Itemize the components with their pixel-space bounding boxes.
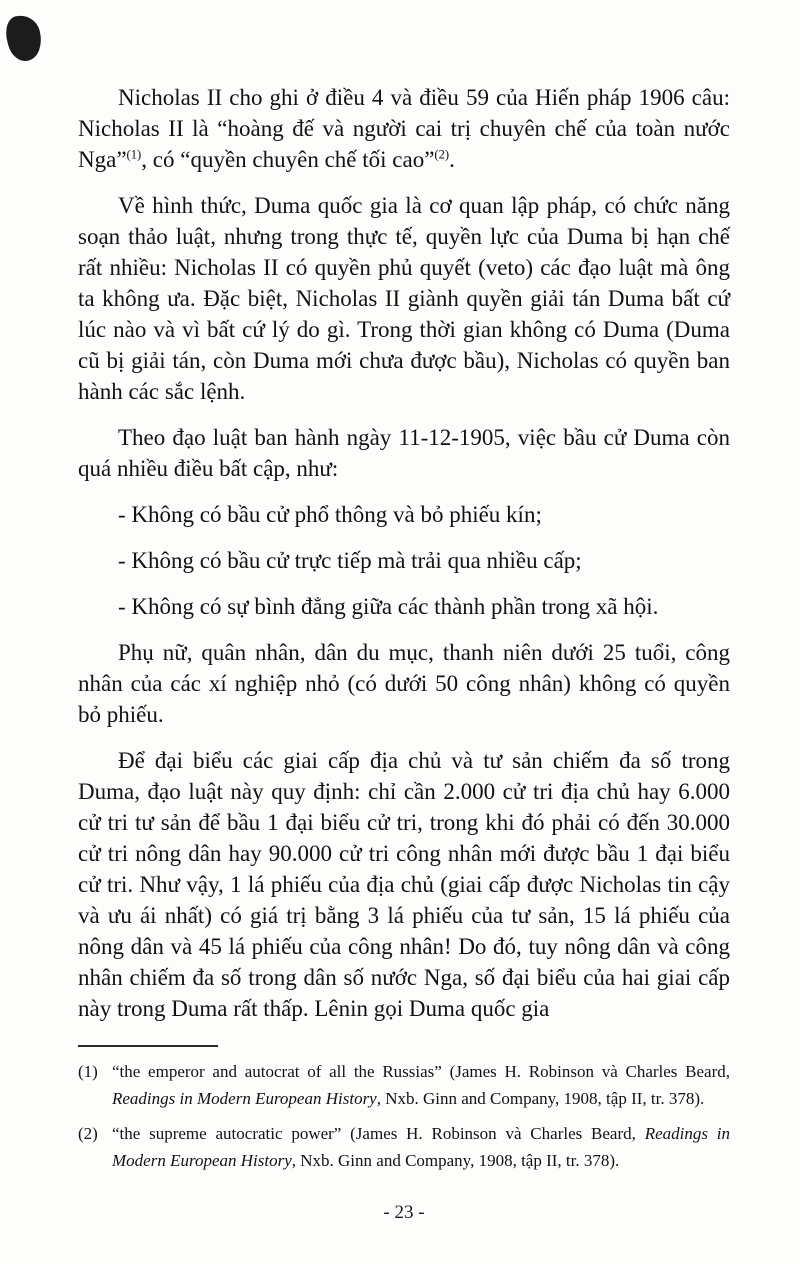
paragraph-text: . xyxy=(449,147,455,172)
paragraph-vote-weights: Để đại biểu các giai cấp địa chủ và tư sản chiếm đa số trong Duma, đạo luật này quy định: chỉ cần 2.000 cử tri địa chủ hay 6.000 cử tri tư sản để bầu 1 đại biểu cử tri, trong khi đó phải có đến 30.000 cử tri nông dân hay 90.000 cử tri công nhân mới được bầu 1 đại biểu cử tri. Như vậy, 1 lá phiếu của địa chủ (giai cấp được Nicholas tin cậy và ưu ái nhất) có giá trị bằng 3 lá phiếu của tư sản, 15 lá phiếu của nông dân và 45 lá phiếu của công nhân! Do đó, tuy nông dân và công nhân chiếm đa số trong dân số nước Nga, số đại biểu của hai giai cấp này trong Duma rất thấp. Lênin gọi Duma quốc gia xyxy=(78,748,730,1021)
footnote-ref-1: (1) xyxy=(126,147,142,162)
paragraph-text: , có “quyền chuyên chế tối cao” xyxy=(141,147,435,172)
paragraph-constitution xyxy=(78,82,730,175)
main-text-block xyxy=(78,82,730,1039)
footnote-marker: (1) xyxy=(78,1062,98,1081)
paragraph-election-law: Theo đạo luật ban hành ngày 11-12-1905, việc bầu cử Duma còn quá nhiều điều bất cập, như: xyxy=(78,425,730,481)
list-item-2: - Không có bầu cử trực tiếp mà trải qua nhiều cấp; xyxy=(118,548,582,573)
footnote-marker: (2) xyxy=(78,1124,98,1143)
paragraph-text: Nicholas II cho ghi ở điều 4 và điều 59 của Hiến pháp 1906 câu: Nicholas II là “hoàng đế và người cai trị chuyên chế của toàn nước Nga” xyxy=(78,85,730,172)
footnote-section xyxy=(78,1045,730,1182)
footnote-book-title: Readings in Modern European History xyxy=(112,1124,730,1170)
list-item-1: - Không có bầu cử phổ thông và bỏ phiếu kín; xyxy=(118,502,542,527)
list-item-3: - Không có sự bình đẳng giữa các thành phần trong xã hội. xyxy=(118,594,659,619)
footnote-book-title: Readings in Modern European History xyxy=(112,1089,377,1108)
footnote-1 xyxy=(78,1058,730,1112)
footnote-separator xyxy=(78,1045,218,1047)
footnote-ref-2: (2) xyxy=(434,147,450,162)
footnote-text-part: , Nxb. Ginn and Company, 1908, tập II, tr. 378). xyxy=(376,1089,705,1108)
footnote-text xyxy=(112,1058,730,1112)
scan-artifact xyxy=(2,12,46,65)
footnote-text-part: , Nxb. Ginn and Company, 1908, tập II, tr. 378). xyxy=(291,1151,620,1170)
paragraph-no-vote-groups: Phụ nữ, quân nhân, dân du mục, thanh niên dưới 25 tuổi, công nhân của các xí nghiệp nhỏ (có dưới 50 công nhân) không có quyền bỏ phiếu. xyxy=(78,640,730,727)
footnote-2 xyxy=(78,1120,730,1174)
footnote-text-part: “the supreme autocratic power” (James H. Robinson và Charles Beard, xyxy=(112,1124,645,1143)
footnote-text xyxy=(112,1120,730,1174)
page-number: - 23 - xyxy=(383,1202,425,1223)
paragraph-duma-powers: Về hình thức, Duma quốc gia là cơ quan lập pháp, có chức năng soạn thảo luật, nhưng trong thực tế, quyền lực của Duma bị hạn chế rất nhiều: Nicholas II có quyền phủ quyết (veto) các đạo luật mà ông ta không ưa. Đặc biệt, Nicholas II giành quyền giải tán Duma bất cứ lúc nào và vì bất cứ lý do gì. Trong thời gian không có Duma (Duma cũ bị giải tán, còn Duma mới chưa được bầu), Nicholas có quyền ban hành các sắc lệnh. xyxy=(78,193,730,404)
footnote-text-part: “the emperor and autocrat of all the Russias” (James H. Robinson và Charles Beard, xyxy=(112,1062,730,1081)
